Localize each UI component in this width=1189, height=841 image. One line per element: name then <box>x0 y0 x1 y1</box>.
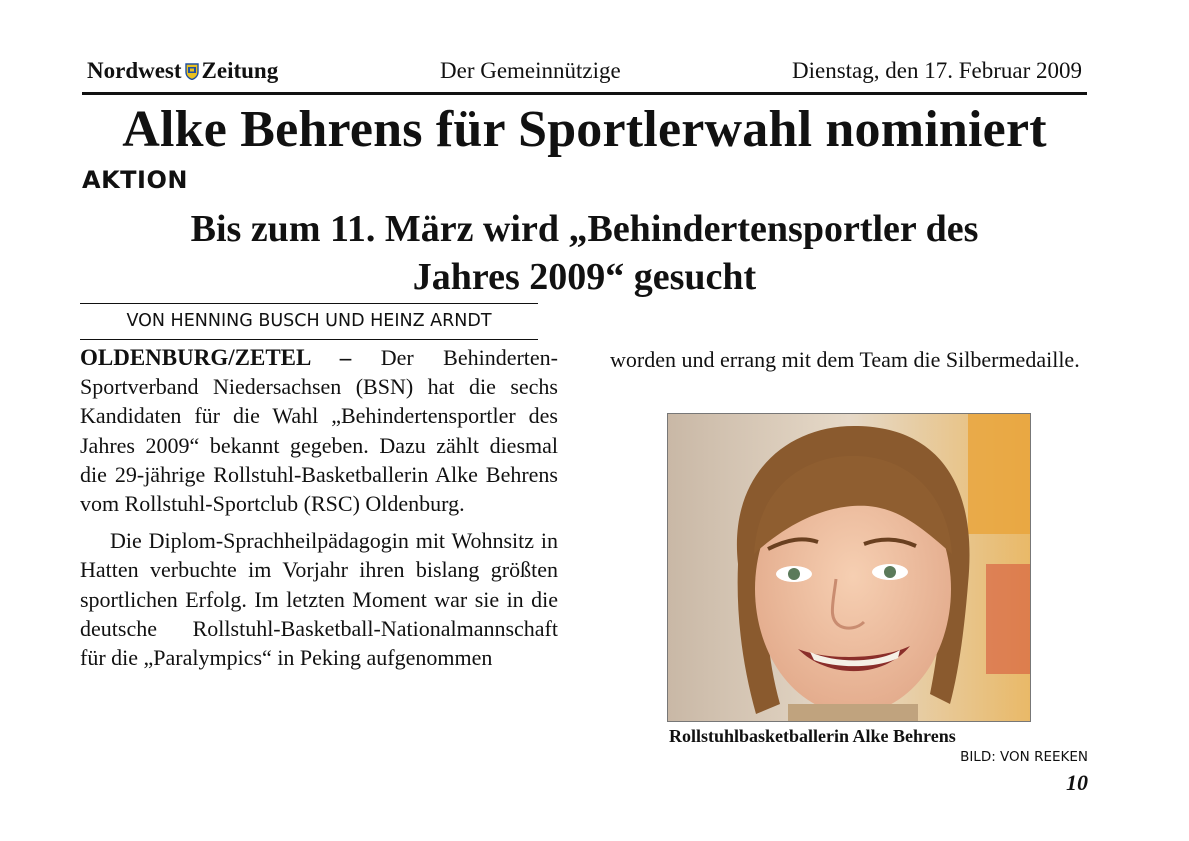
section-name: Der Gemeinnützige <box>440 58 621 83</box>
article-column-right <box>610 345 1088 374</box>
issue-date: Dienstag, den 17. Februar 2009 <box>792 58 1082 83</box>
dateline: OLDENBURG/ZETEL – <box>80 345 352 370</box>
byline-rule-bottom <box>80 339 538 340</box>
masthead <box>82 56 1087 95</box>
portrait-photo <box>667 413 1031 722</box>
page-number: 10 <box>1066 770 1088 795</box>
logo-word-zeitung: Zeitung <box>201 58 279 83</box>
paragraph-2: Die Diplom-Sprachheilpädagogin mit Wohnsitz in Hatten verbuchte im Vorjahr ihren bislang größten sportlichen Erfolg. Im letzten Moment war sie in die deutsche Rollstuhl-Basketball-Nationalmannschaft für die „Paralympics“ in Peking aufgenommen <box>80 528 558 671</box>
subheadline <box>82 205 1087 301</box>
subheadline-line-2: Jahres 2009“ gesucht <box>412 256 757 298</box>
paragraph-3: worden und errang mit dem Team die Silbermedaille. <box>610 347 1080 372</box>
crest-icon <box>185 60 199 77</box>
article-column-left <box>80 343 558 672</box>
headline: Alke Behrens für Sportlerwahl nominiert <box>122 101 1047 158</box>
kicker-label: AKTION <box>82 166 188 194</box>
subheadline-line-1: Bis zum 11. März wird „Behindertensportler des <box>190 208 979 250</box>
paragraph-1 <box>80 343 558 518</box>
photo-caption: Rollstuhlbasketballerin Alke Behrens <box>669 726 956 746</box>
byline: VON HENNING BUSCH UND HEINZ ARNDT <box>126 311 492 331</box>
paragraph-1-text: Der Behinderten-Sportverband Niedersachsen (BSN) hat die sechs Kandidaten für die Wahl „Behindertensportler des Jahres 2009“ bekannt gegeben. Dazu zählt diesmal die 29-jährige Rollstuhl-Basketballerin Alke Behrens vom Rollstuhl-Sportclub (RSC) Oldenburg. <box>80 345 558 517</box>
byline-rule-top <box>80 303 538 304</box>
logo-word-nordwest: Nordwest <box>87 58 182 83</box>
photo-credit: BILD: VON REEKEN <box>960 749 1088 765</box>
newspaper-logo <box>87 58 278 84</box>
